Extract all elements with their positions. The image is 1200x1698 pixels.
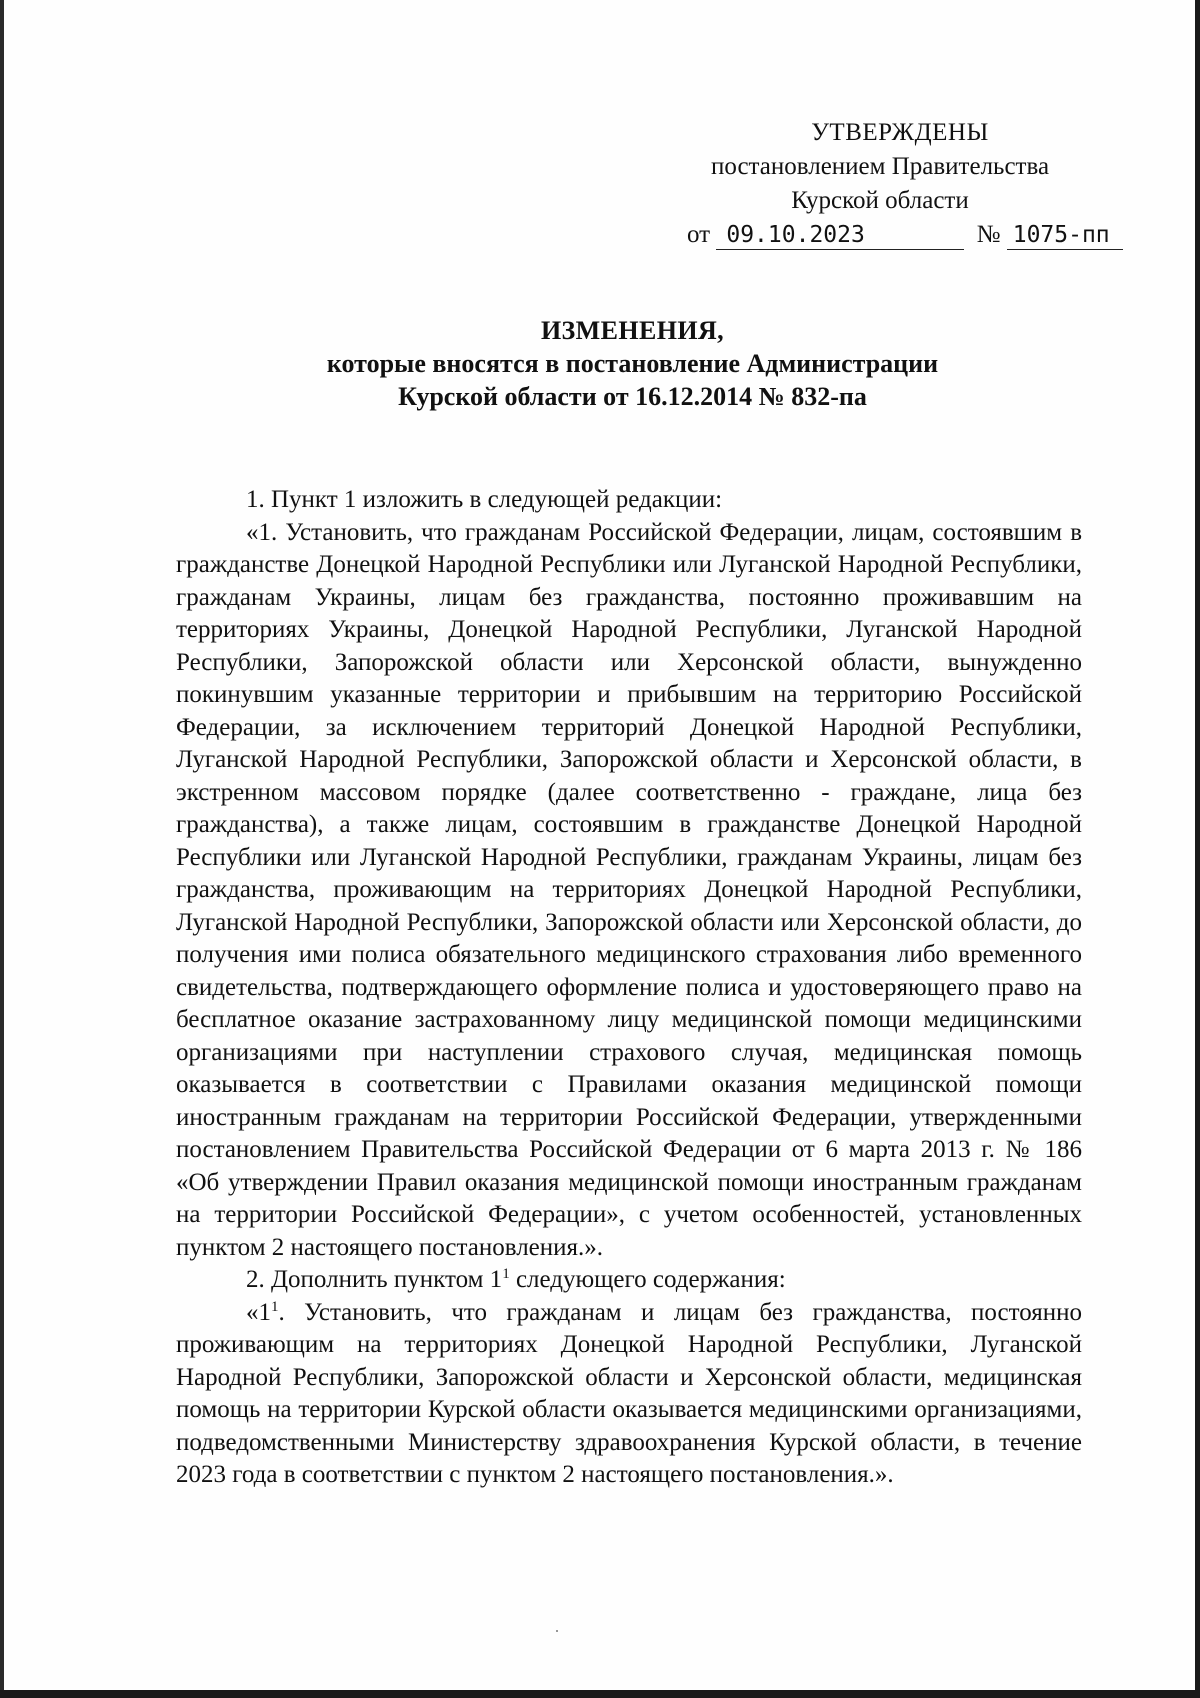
item-1-intro: 1. Пункт 1 изложить в следующей редакции: <box>246 486 723 513</box>
item-2-intro <box>176 1264 1082 1297</box>
title-heading: ИЗМЕНЕНИЯ, <box>540 316 725 345</box>
date-label: от <box>687 221 711 248</box>
approval-region: Курской области <box>791 187 969 214</box>
scan-edge-bottom <box>0 1690 1200 1698</box>
item-2-text-rest: . Установить, что гражданам и лицам без гражданства, постоянно проживающим на территориях Донецкой Народной Республики, Луганской Народной Республики, Запорожской области и Херсонской области, медицинская помощь на территории Курской области оказывается медицинскими организациями, подведомственными Министерству здравоохранения Курской области, в течение 2023 года в соответствии с пунктом 2 настоящего постановления.». <box>176 1298 1082 1488</box>
item-2-text-superscript: 1 <box>271 1298 279 1315</box>
approval-authority: постановлением Правительства <box>710 153 1050 180</box>
approval-heading: УТВЕРЖДЕНЫ <box>811 119 989 146</box>
number-label: № <box>976 221 1001 248</box>
item-2-text-open: «1 <box>246 1298 271 1326</box>
approval-block <box>660 116 1110 252</box>
document-body <box>176 484 1082 1492</box>
number-value: 1075-пп <box>1007 221 1123 250</box>
item-1-text: «1. Установить, что гражданам Российской Федерации, лицам, состоявшим в гражданстве Донецкой Народной Республики или Луганской Народной Республики, гражданам Украины, лицам без гражданства, постоянно проживавшим на территориях Украины, Донецкой Народной Республики, Луганской Народной Республики, Запорожской области или Херсонской области, вынужденно покинувшим указанные территории и прибывшим на территорию Российской Федерации, за исключением территорий Донецкой Народной Республики, Луганской Народной Республики, Запорожской области и Херсонской области, в экстренном массовом порядке (далее соответственно - граждане, лица без гражданства), а также лицам, состоявшим в гражданстве Донецкой Народной Республики или Луганской Народной Республики, гражданам Украины, лицам без гражданства, проживающим на территориях Донецкой Народной Республики, Луганской Народной Республики, Запорожской области или Херсонской области, до получения ими полиса обязательного медицинского страхования либо временного свидетельства, подтверждающего оформление полиса и удостоверяющего право на бесплатное оказание застрахованному лицу медицинской помощи медицинскими организациями при наступлении страхового случая, медицинская помощь оказывается в соответствии с Правилами оказания медицинской помощи иностранным гражданам на территории Российской Федерации, утвержденными постановлением Правительства Российской Федерации от 6 марта 2013 г. № 186 «Об утверждении Правил оказания медицинской помощи иностранным гражданам на территории Российской Федерации», с учетом особенностей, установленных пунктом 2 настоящего постановления.». <box>176 518 1082 1261</box>
item-2-intro-after: следующего содержания: <box>509 1266 786 1293</box>
item-2-intro-before: 2. Дополнить пунктом 1 <box>246 1266 503 1293</box>
title-subtitle-line1: которые вносятся в постановление Администрации <box>326 349 939 378</box>
date-value: 09.10.2023 <box>716 221 964 250</box>
item-2-text <box>176 1297 1082 1492</box>
document-title <box>170 314 1095 413</box>
scan-edge-left <box>0 0 4 1698</box>
item-2-intro-superscript: 1 <box>502 1266 510 1282</box>
approval-date-number-line <box>660 218 1110 252</box>
scan-speck <box>556 1630 558 1632</box>
scan-edge-right <box>1195 0 1200 1698</box>
title-subtitle-line2: Курской области от 16.12.2014 № 832-па <box>398 382 867 411</box>
